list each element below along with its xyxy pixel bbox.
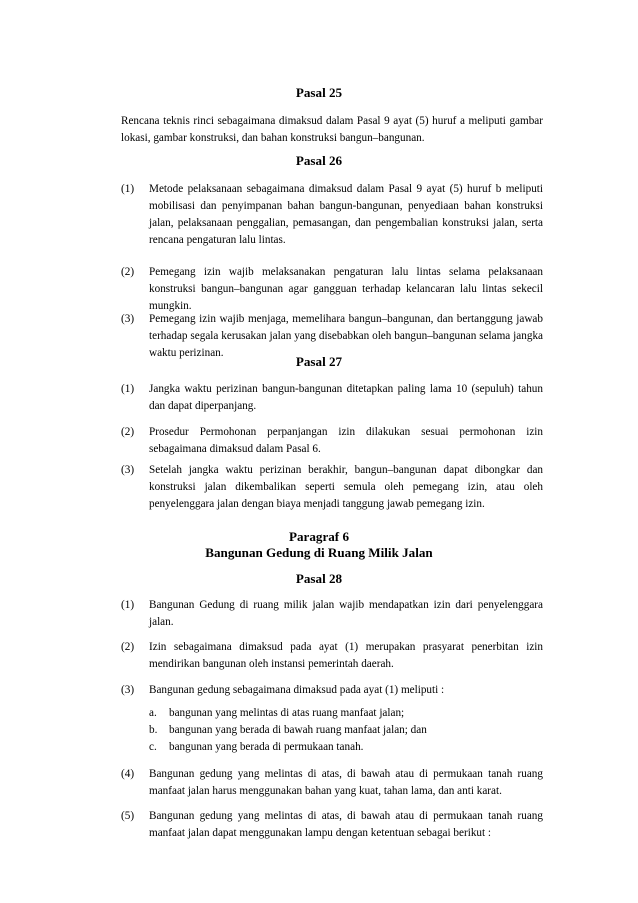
pasal-28-sub-item-a (149, 705, 543, 722)
pasal-26-item-1 (121, 181, 543, 249)
pasal-27-item-1 (121, 381, 543, 415)
item-text: Prosedur Permohonan perpanjangan izin dilakukan sesuai permohonan izin sebagaimana dimaksud dalam Pasal 6. (149, 426, 543, 455)
item-number: (2) (121, 641, 135, 653)
item-text: Metode pelaksanaan sebagaimana dimaksud dalam Pasal 9 ayat (5) huruf b meliputi mobilisasi dan penyimpanan bahan bangun-bangunan, penyediaan bahan konstruksi jalan, pelaksanaan penggalian, pemasangan, dan pengembalian konstruksi jalan, serta rencana pengaturan lalu lintas. (149, 183, 543, 246)
item-number: (1) (121, 599, 135, 611)
pasal-28-item-3 (121, 682, 543, 699)
item-number: (3) (121, 313, 135, 325)
pasal-28-item-5 (121, 808, 543, 842)
pasal-27-title: Pasal 27 (295, 354, 343, 369)
sub-item-letter: c. (149, 741, 157, 753)
pasal-25-title: Pasal 25 (295, 85, 343, 100)
sub-item-letter: b. (149, 724, 158, 736)
paragraf-6-subtitle: Bangunan Gedung di Ruang Milik Jalan (205, 545, 433, 560)
item-number: (2) (121, 426, 135, 438)
item-text: Bangunan Gedung di ruang milik jalan wajib mendapatkan izin dari penyelenggara jalan. (149, 599, 543, 628)
pasal-28-sub-item-b (149, 722, 543, 739)
sub-item-text: bangunan yang berada di bawah ruang manfaat jalan; dan (169, 724, 427, 736)
item-number: (3) (121, 464, 135, 476)
item-number: (1) (121, 183, 135, 195)
item-text: Pemegang izin wajib menjaga, memelihara bangun–bangunan, dan bertanggung jawab terhadap segala kerusakan jalan yang disebabkan oleh bangun–bangunan selama jangka waktu perizinan. (149, 313, 543, 359)
pasal-28-sub-item-c (149, 739, 543, 756)
item-number: (1) (121, 383, 135, 395)
item-text: Izin sebagaimana dimaksud pada ayat (1) merupakan prasyarat penerbitan izin mendirikan bangunan oleh instansi pemerintah daerah. (149, 641, 543, 670)
item-text: Pemegang izin wajib melaksanakan pengaturan lalu lintas selama pelaksanaan konstruksi bangun–bangunan agar gangguan terhadap kelancaran lalu lintas sekecil mungkin. (149, 266, 543, 312)
pasal-28-item-1 (121, 597, 543, 631)
pasal-25-text: Rencana teknis rinci sebagaimana dimaksud dalam Pasal 9 ayat (5) huruf a meliputi gambar lokasi, gambar konstruksi, dan bahan konstruksi bangun–bangunan. (121, 115, 543, 144)
pasal-28-item-2 (121, 639, 543, 673)
item-number: (3) (121, 684, 135, 696)
sub-item-text: bangunan yang berada di permukaan tanah. (169, 741, 364, 753)
item-text: Bangunan gedung yang melintas di atas, di bawah atau di permukaan tanah ruang manfaat jalan harus menggunakan bahan yang kuat, tahan lama, dan anti karat. (149, 768, 543, 797)
pasal-27-item-2 (121, 424, 543, 458)
item-text: Bangunan gedung sebagaimana dimaksud pada ayat (1) meliputi : (149, 684, 445, 696)
pasal-28-title: Pasal 28 (295, 571, 343, 586)
sub-item-text: bangunan yang melintas di atas ruang manfaat jalan; (169, 707, 405, 719)
item-text: Bangunan gedung yang melintas di atas, di bawah atau di permukaan tanah ruang manfaat jalan dapat menggunakan lampu dengan ketentuan sebagai berikut : (149, 810, 543, 839)
item-text: Jangka waktu perizinan bangun-bangunan ditetapkan paling lama 10 (sepuluh) tahun dan dapat diperpanjang. (149, 383, 543, 412)
item-number: (5) (121, 810, 135, 822)
item-number: (4) (121, 768, 135, 780)
paragraf-6-title: Paragraf 6 (289, 529, 349, 544)
sub-item-letter: a. (149, 707, 157, 719)
pasal-27-item-3 (121, 462, 543, 513)
pasal-26-item-2 (121, 264, 543, 315)
pasal-26-title: Pasal 26 (295, 153, 343, 168)
pasal-28-item-4 (121, 766, 543, 800)
item-number: (2) (121, 266, 135, 278)
item-text: Setelah jangka waktu perizinan berakhir, bangun–bangunan dapat dibongkar dan konstruksi jalan dikembalikan seperti semula oleh pemegang izin, atau oleh penyelenggara jalan dengan biaya menjadi tanggung jawab pemegang izin. (149, 464, 543, 510)
